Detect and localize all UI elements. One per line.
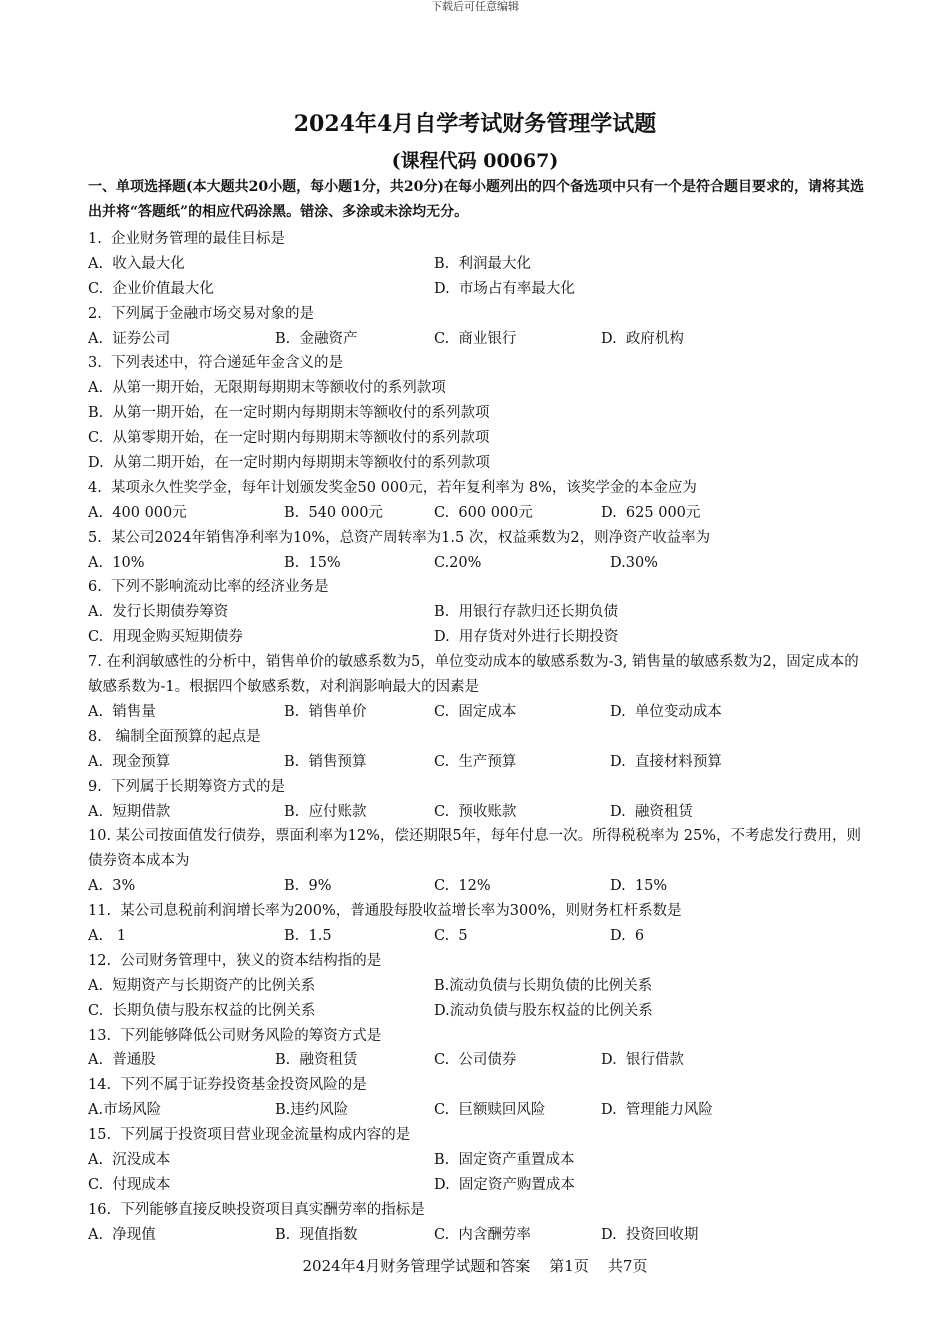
option-c: C. 巨额赎回风险 <box>434 1102 546 1119</box>
option-c: C. 5 <box>434 928 468 944</box>
option-b: B. 融资租赁 <box>275 1052 358 1069</box>
question-text: 14. 下列不属于证券投资基金投资风险的是 <box>88 1077 367 1094</box>
option-d: D. 固定资产购置成本 <box>434 1176 575 1193</box>
option-b: B. 金融资产 <box>275 330 358 347</box>
option-c: C.20% <box>434 554 482 571</box>
question-text: 10. 某公司按面值发行债券，票面利率为12%，偿还期限5年，每年付息一次。所得税税率为 25%，不考虑发行费用，则债券资本成本为 <box>88 828 861 870</box>
option-a: A. 证券公司 <box>88 330 171 347</box>
option-d: D. 15% <box>610 878 668 895</box>
option-row <box>88 750 868 775</box>
question-text: 8. 编制全面预算的起点是 <box>88 728 261 745</box>
option-c: C. 商业银行 <box>434 330 517 347</box>
option-a: A. 10% <box>88 554 145 571</box>
option-b: B. 9% <box>284 878 332 895</box>
option-row <box>88 1223 868 1248</box>
option-row <box>88 501 868 526</box>
option-b: B.违约风险 <box>275 1102 349 1119</box>
option-d: D.30% <box>610 554 658 571</box>
option-c: C. 预收账款 <box>434 803 517 820</box>
option-b: B. 1.5 <box>284 928 332 944</box>
option-d: D. 融资租赁 <box>610 803 693 820</box>
header-note: 下载后可任意编辑 <box>431 0 519 13</box>
option-b: B. 固定资产重置成本 <box>434 1152 575 1169</box>
option-c: C. 600 000元 <box>434 504 533 521</box>
option-a: A. 普通股 <box>88 1052 156 1069</box>
option-a: A. 400 000元 <box>88 504 187 521</box>
question-text: 1. 企业财务管理的最佳目标是 <box>88 231 286 247</box>
option-a: A. 销售量 <box>88 703 156 720</box>
option-row <box>88 327 868 352</box>
option-b: B. 540 000元 <box>284 504 383 521</box>
section-heading: 一、单项选择题(本大题共20小题，每小题1分，共20分)在每小题列出的四个备选项中只有一个是符合题目要求的，请将其选出并将“答题纸”的相应代码涂黑。错涂、多涂或未涂均无分。 <box>88 179 864 220</box>
option-c: C. 公司债券 <box>434 1052 517 1069</box>
option-d: D. 用存货对外进行长期投资 <box>434 629 619 646</box>
option-d: D. 从第二期开始，在一定时期内每期期末等额收付的系列款项 <box>88 455 490 472</box>
option-b: B. 销售单价 <box>284 703 367 720</box>
option-d: D.流动负债与股东权益的比例关系 <box>434 1002 653 1019</box>
option-row <box>88 252 868 277</box>
course-code: (课程代码 00067) <box>391 150 559 172</box>
option-b: B. 15% <box>284 554 341 571</box>
question-text: 16. 下列能够直接反映投资项目真实酬劳率的指标是 <box>88 1201 425 1218</box>
option-row <box>88 1048 868 1073</box>
option-row <box>88 551 868 576</box>
option-a: A. 3% <box>88 878 136 895</box>
option-c: C. 长期负债与股东权益的比例关系 <box>88 1002 316 1019</box>
option-row <box>88 874 868 899</box>
option-b: B. 利润最大化 <box>434 255 531 272</box>
option-a: A. 收入最大化 <box>88 255 185 272</box>
option-a: A. 1 <box>88 928 127 944</box>
option-d: D. 管理能力风险 <box>601 1102 713 1119</box>
question-text: 11. 某公司息税前利润增长率为200%，普通股每股收益增长率为300%，则财务杠杆系数是 <box>88 903 682 920</box>
option-row <box>88 1173 868 1198</box>
option-row <box>88 974 868 999</box>
option-c: C. 固定成本 <box>434 703 517 720</box>
option-d: D. 市场占有率最大化 <box>434 280 575 297</box>
option-a: A. 净现值 <box>88 1226 156 1243</box>
option-b: B. 销售预算 <box>284 753 367 770</box>
option-a: A. 沉没成本 <box>88 1152 171 1169</box>
option-d: D. 银行借款 <box>601 1052 684 1069</box>
option-d: D. 直接材料预算 <box>610 753 722 770</box>
option-row <box>88 277 868 302</box>
option-a: A. 现金预算 <box>88 753 171 770</box>
question-text: 13. 下列能够降低公司财务风险的筹资方式是 <box>88 1027 382 1044</box>
question-text: 6. 下列不影响流动比率的经济业务是 <box>88 579 329 596</box>
option-c: C. 内含酬劳率 <box>434 1226 531 1243</box>
option-c: C. 从第零期开始，在一定时期内每期期末等额收付的系列款项 <box>88 430 490 447</box>
question-text: 15. 下列属于投资项目营业现金流量构成内容的是 <box>88 1127 411 1144</box>
option-c: C. 生产预算 <box>434 753 517 770</box>
option-row <box>88 600 868 625</box>
option-row <box>88 800 868 825</box>
page-title: 2024年4月自学考试财务管理学试题 <box>293 111 657 137</box>
question-text: 3. 下列表述中，符合递延年金含义的是 <box>88 355 344 372</box>
question-text: 2. 下列属于金融市场交易对象的是 <box>88 305 315 322</box>
option-c: C. 企业价值最大化 <box>88 280 214 297</box>
question-text: 7. 在利润敏感性的分析中，销售单价的敏感系数为5，单位变动成本的敏感系数为-3, 销售量的敏感系数为2，固定成本的敏感系数为-1。根据四个敏感系数，对利润影响最大的因素是 <box>88 654 859 696</box>
option-d: D. 单位变动成本 <box>610 703 722 720</box>
exam-content <box>88 175 868 1248</box>
option-a: A.市场风险 <box>88 1102 162 1119</box>
option-row <box>88 924 868 949</box>
option-d: D. 投资回收期 <box>601 1226 699 1243</box>
question-text: 5. 某公司2024年销售净利率为10%，总资产周转率为1.5 次，权益乘数为2，则净资产收益率为 <box>88 529 711 546</box>
option-row <box>88 1098 868 1123</box>
option-row <box>88 1148 868 1173</box>
option-row <box>88 700 868 725</box>
option-row <box>88 625 868 650</box>
option-a: A. 短期资产与长期资产的比例关系 <box>88 977 316 994</box>
question-text: 12. 公司财务管理中，狭义的资本结构指的是 <box>88 952 382 969</box>
option-d: D. 625 000元 <box>601 504 701 521</box>
option-b: B. 从第一期开始，在一定时期内每期期末等额收付的系列款项 <box>88 405 490 422</box>
option-c: C. 用现金购买短期债券 <box>88 629 243 646</box>
option-c: C. 12% <box>434 878 491 895</box>
option-b: B.流动负债与长期负债的比例关系 <box>434 977 653 994</box>
option-d: D. 6 <box>610 928 645 944</box>
question-text: 4. 某项永久性奖学金，每年计划颁发奖金50 000元，若年复利率为 8%，该奖学金的本金应为 <box>88 479 697 496</box>
question-text: 9. 下列属于长期筹资方式的是 <box>88 778 286 795</box>
page-footer: 2024年4月财务管理学试题和答案 第1页 共7页 <box>302 1257 648 1275</box>
option-a: A. 短期借款 <box>88 803 171 820</box>
option-b: B. 现值指数 <box>275 1226 358 1243</box>
option-a: A. 从第一期开始，无限期每期期末等额收付的系列款项 <box>88 380 446 397</box>
option-d: D. 政府机构 <box>601 330 684 347</box>
option-b: B. 应付账款 <box>284 803 367 820</box>
option-a: A. 发行长期债券筹资 <box>88 604 229 621</box>
option-row <box>88 999 868 1024</box>
option-c: C. 付现成本 <box>88 1176 171 1193</box>
option-b: B. 用银行存款归还长期负债 <box>434 604 618 621</box>
